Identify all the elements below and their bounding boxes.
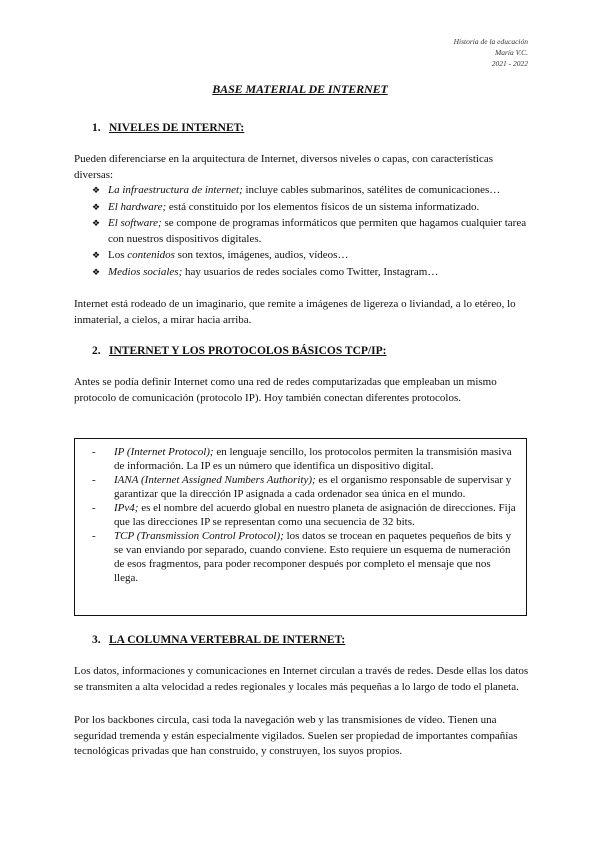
section-1-list <box>92 183 532 281</box>
list-item: ❖ El software; se compone de programas informáticos que permiten que hagamos cualquier tarea con nuestros dispositivos digitales. <box>92 217 527 245</box>
section-2-number: 2. <box>92 345 101 357</box>
list-item: - IANA (Internet Assigned Numbers Authority); es el organismo responsable de supervisar y garantizar que la dirección IP asignada a cada ordenador sea única en el mundo. <box>92 474 512 500</box>
section-3-para-1: Los datos, informaciones y comunicaciones en Internet circulan a través de redes. Desde ellas los datos se transmiten a alta velocidad a redes regionales y locales más pequeñas a lo largo de todo el planeta. <box>74 665 529 693</box>
section-1-closing: Internet está rodeado de un imaginario, que remite a imágenes de ligereza o liviandad, a lo etéreo, lo inmaterial, a cielos, a mirar hacia arriba. <box>74 298 516 326</box>
diamond-bullet-icon: ❖ <box>92 250 101 260</box>
list-item: ❖ Medios sociales; hay usuarios de redes sociales como Twitter, Instagram… <box>92 265 532 281</box>
section-3-number: 3. <box>92 634 101 646</box>
header-meta <box>454 36 528 69</box>
header-author: María V.C. <box>495 48 528 57</box>
list-item: ❖ La infraestructura de internet; incluye cables submarinos, satélites de comunicaciones… <box>92 183 532 199</box>
header-course: Historia de la educación <box>453 37 528 46</box>
section-1-title: NIVELES DE INTERNET: <box>109 122 245 134</box>
list-item: ❖ Los contenidos son textos, imágenes, audios, vídeos… <box>92 248 532 264</box>
section-3-title: LA COLUMNA VERTEBRAL DE INTERNET: <box>109 634 346 646</box>
section-1-intro: Pueden diferenciarse en la arquitectura de Internet, diversos niveles o capas, con características diversas: <box>74 153 494 181</box>
section-3-heading <box>92 634 345 646</box>
section-2-title: INTERNET Y LOS PROTOCOLOS BÁSICOS TCP/IP: <box>109 345 387 357</box>
diamond-bullet-icon: ❖ <box>92 218 101 228</box>
section-1-heading <box>92 122 244 134</box>
section-3-para-2: Por los backbones circula, casi toda la navegación web y las transmisiones de vídeo. Tienen una seguridad tremenda y están especialmente vigilados. Suelen ser propiedad de importantes compañías tecnológicas privadas que han construido, y construyen, los suyos propios. <box>74 714 518 757</box>
document-title: BASE MATERIAL DE INTERNET <box>212 82 388 96</box>
diamond-bullet-icon: ❖ <box>92 266 101 277</box>
protocols-box <box>74 438 527 616</box>
section-2-intro: Antes se podía definir Internet como una red de redes computarizadas que empleaban un mismo protocolo de comunicación (protocolo IP). Hoy también conectan diferentes protocolos. <box>74 376 497 404</box>
list-item: - TCP (Transmission Control Protocol); los datos se trocean en paquetes pequeños de bits y se van enviando por separado, cuando conviene. Esto requiere un esquema de numeración de esos fragmentos, para poder recomponer después por completo el mensaje que nos llega. <box>92 530 512 584</box>
diamond-bullet-icon: ❖ <box>92 185 101 195</box>
list-item: - IP (Internet Protocol); en lenguaje sencillo, los protocolos permiten la transmisión masiva de información. La IP es un número que identifica un dispositivo digital. <box>92 446 512 472</box>
diamond-bullet-icon: ❖ <box>92 201 101 212</box>
section-1-number: 1. <box>92 122 101 134</box>
list-item: ❖ El hardware; está constituido por los elementos físicos de un sistema informatizado. <box>92 200 532 216</box>
header-year: 2021 - 2022 <box>491 59 528 68</box>
list-item: - IPv4; es el nombre del acuerdo global en nuestro planeta de asignación de direcciones. Fija que las direcciones IP se representan como una secuencia de 32 bits. <box>92 502 516 528</box>
protocols-list <box>92 445 516 585</box>
section-2-heading <box>92 345 386 357</box>
